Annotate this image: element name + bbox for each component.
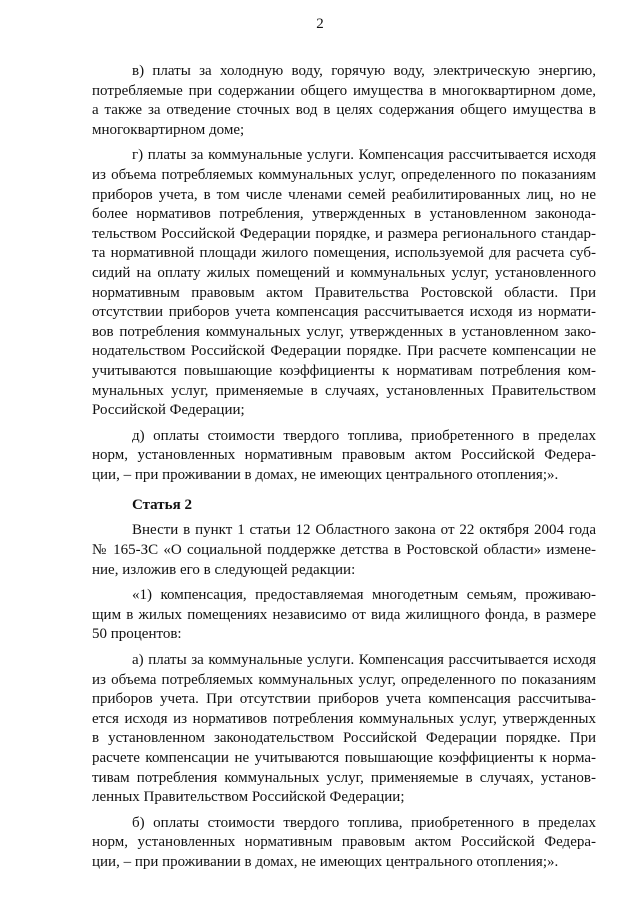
paragraphs-before-heading <box>92 62 596 485</box>
text-line: та нормативной площади жилого помещения, используемой для расчета суб- <box>92 245 596 262</box>
text-line: отсутствии приборов учета компенсация рассчитывается исходя из нормати- <box>92 304 596 321</box>
paragraph <box>92 586 596 645</box>
text-line: нормативным правовым актом Правительства Ростовской области. При <box>92 284 596 301</box>
text-line: нодательством Российской Федерации порядке. При расчете компенсации не <box>92 343 596 360</box>
text-line: «1) компенсация, предоставляемая многодетным семьям, проживаю- <box>132 587 596 604</box>
text-line: а) платы за коммунальные услуги. Компенсация рассчитывается исходя <box>132 652 596 669</box>
text-line: из объема потребляемых коммунальных услуг, определенного по показаниям <box>92 166 596 183</box>
page-number: 2 <box>316 16 324 32</box>
paragraph <box>92 62 596 140</box>
text-line: приборов учета. При отсутствии приборов учета компенсация рассчитыва- <box>92 691 596 708</box>
text-line: Российской Федерации; <box>92 402 245 419</box>
text-line: норм, установленных нормативным правовым актом Российской Федера- <box>92 447 596 464</box>
text-line: 50 процентов: <box>92 626 182 643</box>
text-line: № 165-ЗС «О социальной поддержке детства в Ростовской области» измене- <box>92 542 596 559</box>
text-line: Внести в пункт 1 статьи 12 Областного закона от 22 октября 2004 года <box>132 522 596 539</box>
paragraph <box>92 521 596 580</box>
paragraph <box>92 146 596 420</box>
document-body <box>92 62 596 879</box>
text-line: норм, установленных нормативным правовым актом Российской Федера- <box>92 834 596 851</box>
text-line: более нормативов потребления, утвержденных в установленном законода- <box>92 206 596 223</box>
text-line: ние, изложив его в следующей редакции: <box>92 561 356 578</box>
text-line: ции, – при проживании в домах, не имеющих центрального отопления;». <box>92 466 559 483</box>
text-line: тивам потребления коммунальных услуг, применяемые в случаях, установ- <box>92 769 596 786</box>
text-line: приборов учета, в том числе членами семей реабилитированных лиц, но не <box>92 186 596 203</box>
text-line: потребляемые при содержании общего имущества в многоквартирном доме, <box>92 82 596 99</box>
paragraphs-after-heading <box>92 521 596 872</box>
text-line: г) платы за коммунальные услуги. Компенсация рассчитывается исходя <box>132 147 596 164</box>
text-line: ции, – при проживании в домах, не имеющих центрального отопления;». <box>92 853 559 870</box>
text-line: учитываются повышающие коэффициенты к нормативам потребления ком- <box>92 362 596 379</box>
text-line: д) оплаты стоимости твердого топлива, приобретенного в пределах <box>132 427 596 444</box>
text-line: в установленном законодательством Российской Федерации порядке. При <box>92 730 596 747</box>
paragraph <box>92 651 596 808</box>
text-line: тельством Российской Федерации порядке, и размера регионального стандар- <box>92 225 596 242</box>
text-line: расчете компенсации не учитываются повышающие коэффициенты к норма- <box>92 750 596 766</box>
text-line: ется исходя из нормативов потребления коммунальных услуг, утвержденных <box>92 710 596 727</box>
text-line: а также за отведение сточных вод в целях содержания общего имущества в <box>92 102 596 119</box>
text-line: мунальных услуг, применяемые в случаях, установленных Правительством <box>92 382 596 399</box>
text-line: из объема потребляемых коммунальных услуг, определенного по показаниям <box>92 671 596 688</box>
text-line: щим в жилых помещениях независимо от вида жилищного фонда, в размере <box>92 606 596 623</box>
article-heading: Статья 2 <box>132 497 192 514</box>
text-line: сидий на оплату жилых помещений и коммунальных услуг, установленного <box>92 264 596 281</box>
paragraph <box>92 814 596 873</box>
text-line: б) оплаты стоимости твердого топлива, приобретенного в пределах <box>132 814 596 831</box>
text-line: многоквартирном доме; <box>92 121 245 138</box>
paragraph <box>92 427 596 486</box>
text-line: ленных Правительством Российской Федерации; <box>92 789 405 806</box>
text-line: вов потребления коммунальных услуг, утвержденных в установленном зако- <box>92 323 596 340</box>
text-line: в) платы за холодную воду, горячую воду, электрическую энергию, <box>132 63 596 79</box>
